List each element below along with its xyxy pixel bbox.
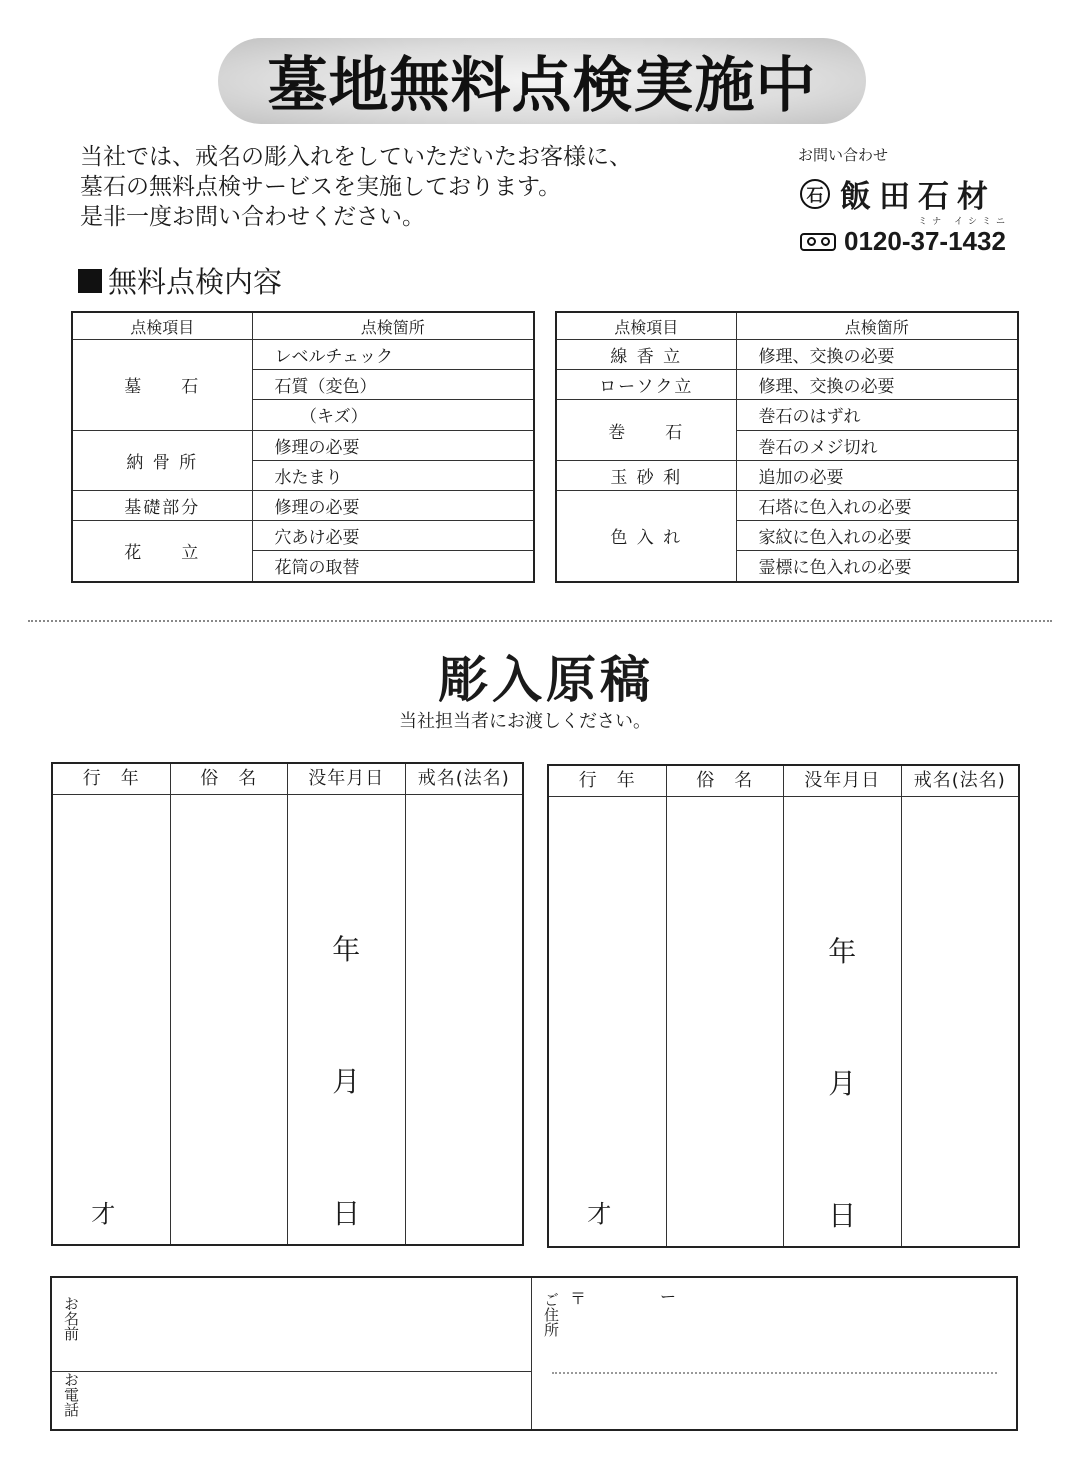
postal-dash: ー: [660, 1287, 677, 1306]
death-date-column[interactable]: [784, 766, 902, 1246]
inspection-location: 水たまり: [252, 460, 534, 490]
freedial-icon: [800, 233, 836, 251]
day-marker: 日: [828, 1199, 857, 1232]
inspection-item: ローソク立: [556, 370, 736, 400]
table-header: 点検箇所: [252, 312, 534, 340]
table-row: [72, 340, 534, 370]
inspection-item: 基礎部分: [72, 490, 252, 520]
column-header: 没年月日: [784, 766, 901, 797]
table-header: 点検項目: [72, 312, 252, 340]
page-title: 墓地無料点検実施中: [267, 51, 817, 121]
phone-kana: ミナ イシミニ: [918, 217, 1010, 227]
table-row: [556, 370, 1018, 400]
inspection-location: 家紋に色入れの必要: [736, 521, 1018, 551]
customer-form: [50, 1276, 1018, 1431]
postal-mark: 〒: [570, 1289, 587, 1308]
company-row: [800, 171, 1020, 216]
inspection-table-right: [555, 311, 1019, 583]
inspection-table-left: [71, 311, 535, 583]
inspection-location: 追加の必要: [736, 460, 1018, 490]
year-marker: 年: [332, 933, 361, 966]
inspection-item: 色 入 れ: [556, 490, 736, 581]
table-row: [556, 340, 1018, 370]
inspection-item: 線 香 立: [556, 340, 736, 370]
column-header: 戒名(法名): [902, 766, 1019, 797]
inspection-location: （キズ）: [252, 400, 534, 430]
square-bullet-icon: [78, 269, 102, 293]
table-row: [72, 430, 534, 460]
name-label: [62, 1296, 78, 1345]
inspection-item: 花 立: [72, 521, 252, 582]
inspection-location: 巻石のはずれ: [736, 400, 1018, 430]
intro-text: [80, 142, 720, 232]
draft-grid-left: [51, 762, 524, 1246]
phone-label-text: お電話: [62, 1372, 80, 1417]
column-header: 行 年: [549, 766, 666, 797]
death-date-column[interactable]: [288, 764, 406, 1244]
column-header: 俗 名: [171, 764, 288, 795]
inspection-location: 修理、交換の必要: [736, 340, 1018, 370]
name-field[interactable]: [52, 1278, 532, 1372]
column-header: 没年月日: [288, 764, 405, 795]
contact-label: お問い合わせ: [798, 146, 889, 164]
inspection-item: 玉 砂 利: [556, 460, 736, 490]
phone-number: 0120-37-1432: [844, 226, 1006, 256]
phone-row: [800, 226, 1020, 257]
age-column[interactable]: [549, 766, 667, 1246]
table-header: 点検項目: [556, 312, 736, 340]
cut-line-divider: [28, 620, 1052, 622]
secular-name-column[interactable]: [171, 764, 289, 1244]
posthumous-name-column[interactable]: [902, 766, 1019, 1246]
month-marker: 月: [828, 1067, 857, 1100]
age-column[interactable]: [53, 764, 171, 1244]
table-header-row: [556, 312, 1018, 340]
name-label-text: お名前: [62, 1296, 80, 1341]
company-name: 飯田石材: [840, 179, 996, 215]
table-row: [556, 490, 1018, 520]
draft-title: 彫入原稿: [438, 650, 654, 709]
address-label: [542, 1292, 558, 1341]
intro-line: 是非一度お問い合わせください。: [80, 204, 425, 230]
column-header: 戒名(法名): [406, 764, 523, 795]
draft-subtitle: 当社担当者にお渡しください。: [399, 711, 651, 732]
inspection-location: 修理の必要: [252, 430, 534, 460]
phone-field[interactable]: [52, 1372, 532, 1429]
inspection-location: 花筒の取替: [252, 551, 534, 582]
company-logo-icon: 石: [800, 179, 830, 209]
draft-grid-right: [547, 764, 1020, 1248]
inspection-location: レベルチェック: [252, 340, 534, 370]
age-suffix: 才: [91, 1200, 116, 1228]
phone-label: [62, 1372, 78, 1421]
title-banner: [218, 38, 866, 124]
year-marker: 年: [828, 935, 857, 968]
inspection-location: 巻石のメジ切れ: [736, 430, 1018, 460]
age-suffix: 才: [587, 1200, 612, 1228]
address-field[interactable]: [532, 1278, 1016, 1429]
inspection-location: 修理、交換の必要: [736, 370, 1018, 400]
column-header: 俗 名: [667, 766, 784, 797]
table-row: [556, 460, 1018, 490]
inspection-item: 墓 石: [72, 340, 252, 431]
table-header-row: [72, 312, 534, 340]
inspection-location: 石質（変色）: [252, 370, 534, 400]
month-marker: 月: [332, 1065, 361, 1098]
table-row: [72, 490, 534, 520]
address-label-text: ご住所: [542, 1292, 560, 1337]
posthumous-name-column[interactable]: [406, 764, 523, 1244]
inspection-heading: [78, 260, 282, 301]
inspection-item: 納 骨 所: [72, 430, 252, 490]
inspection-heading-text: 無料点検内容: [108, 265, 283, 299]
contact-block: [800, 144, 1020, 257]
column-header: 行 年: [53, 764, 170, 795]
table-header: 点検箇所: [736, 312, 1018, 340]
inspection-location: 石塔に色入れの必要: [736, 490, 1018, 520]
inspection-location: 霊標に色入れの必要: [736, 551, 1018, 582]
intro-line: 当社では、戒名の彫入れをしていただいたお客様に、: [80, 144, 632, 170]
day-marker: 日: [332, 1197, 361, 1230]
table-row: [556, 400, 1018, 430]
address-dotted-line: [552, 1372, 997, 1374]
intro-line: 墓石の無料点検サービスを実施しております。: [80, 174, 562, 200]
table-row: [72, 521, 534, 551]
inspection-location: 修理の必要: [252, 490, 534, 520]
inspection-location: 穴あけ必要: [252, 521, 534, 551]
secular-name-column[interactable]: [667, 766, 785, 1246]
inspection-item: 巻 石: [556, 400, 736, 460]
